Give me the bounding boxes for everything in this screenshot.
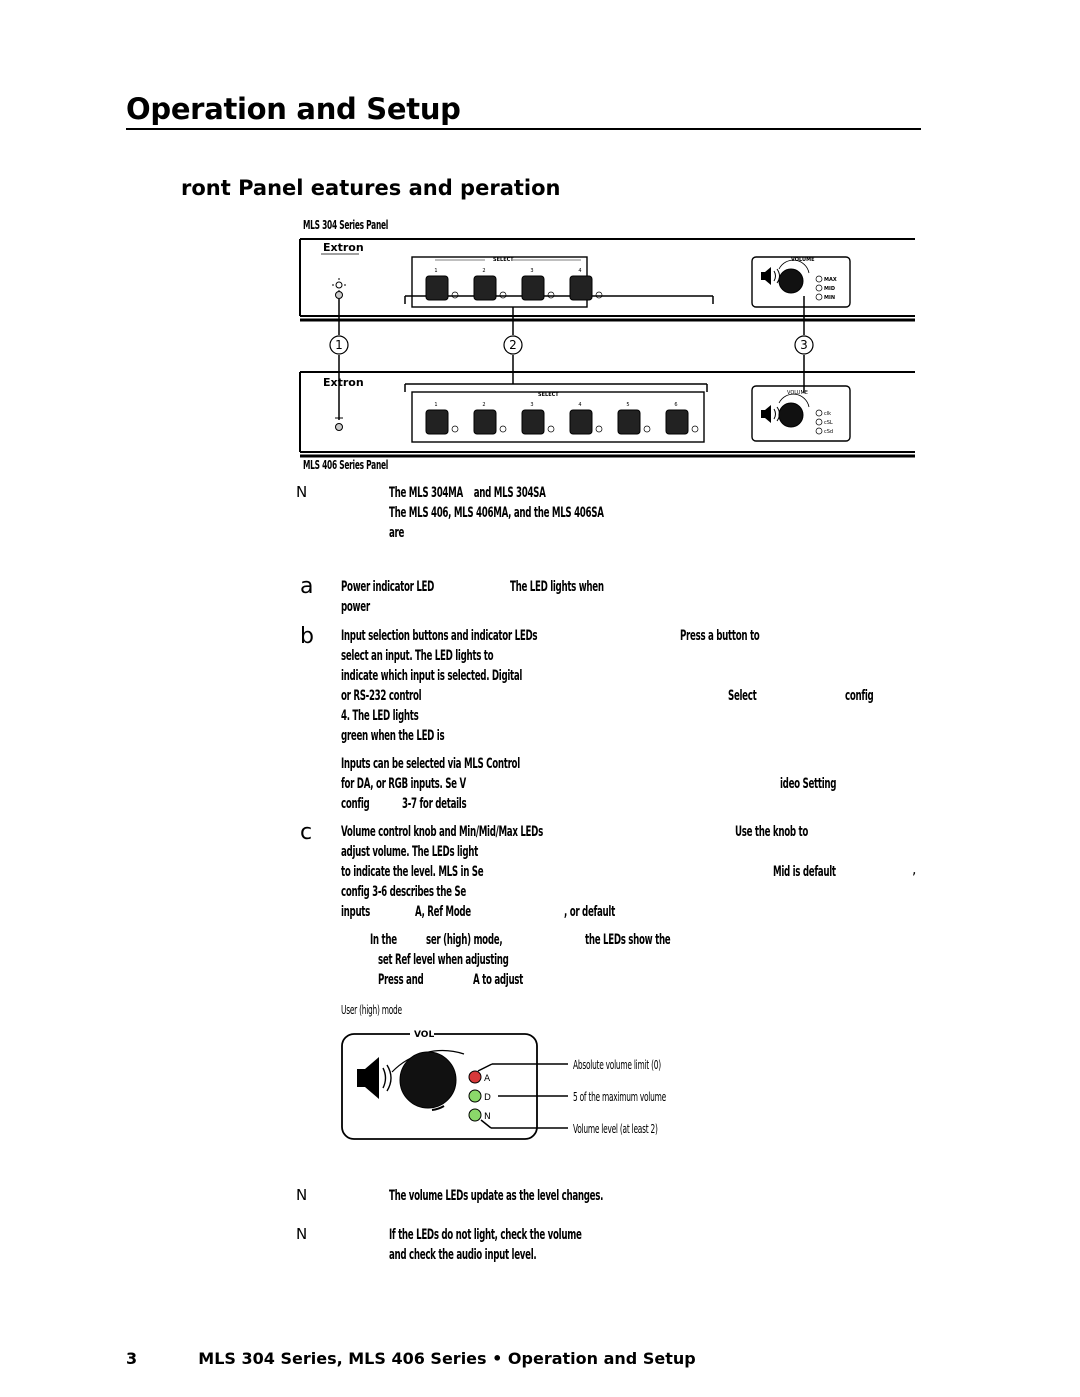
- led-label-max: MAX: [824, 277, 837, 283]
- detail-caption: User (high) mode: [341, 1003, 402, 1017]
- mls304-panel: [300, 239, 915, 320]
- note2-text: The volume LEDs update as the level changes.: [389, 1188, 604, 1204]
- input-button-number: 6: [674, 402, 678, 408]
- item-b-line8-right: ideo Setting: [780, 776, 837, 792]
- led-max: [469, 1071, 491, 1084]
- item-c-line2: adjust volume. The LEDs light: [341, 844, 478, 860]
- input-led-3: [548, 426, 554, 432]
- indent-note-line2: set Ref level when adjusting: [378, 952, 509, 968]
- item-c-line3: to indicate the level. MLS in Se: [341, 864, 484, 880]
- item-b-line5: 4. The LED lights: [341, 708, 419, 724]
- footer-page-number: 3: [126, 1349, 138, 1368]
- title-rule: [126, 128, 921, 130]
- indent-note-line3a: Press and: [378, 972, 424, 988]
- speaker-icon: [357, 1057, 391, 1099]
- input-button-4[interactable]: [570, 276, 592, 300]
- item-b-line3: indicate which input is selected. Digital: [341, 668, 523, 684]
- note1-line3: are: [389, 525, 405, 541]
- note-marker: N: [296, 483, 308, 501]
- input-button-5[interactable]: [618, 410, 640, 434]
- note1-line1: The MLS 304MA and MLS 304SA: [389, 485, 546, 501]
- item-a-heading: Power indicator LED: [341, 579, 435, 595]
- svg-text:A: A: [484, 1074, 491, 1084]
- svg-text:cSd: cSd: [824, 429, 834, 435]
- note3-line1: If the LEDs do not light, check the volume: [389, 1227, 582, 1243]
- front-panel-figure: [295, 234, 915, 466]
- note2-marker: N: [296, 1186, 308, 1204]
- indent-note-c: the LEDs show the: [585, 932, 671, 948]
- item-c-line5: inputs: [341, 904, 371, 920]
- item-c-comma: ,: [912, 862, 917, 878]
- item-b-line2: select an input. The LED lights to: [341, 648, 494, 664]
- item-a-text: The LED lights when: [510, 579, 604, 595]
- input-button-2[interactable]: [474, 410, 496, 434]
- item-c-line4: config 3-6 describes the Se: [341, 884, 466, 900]
- note1-line2: The MLS 406, MLS 406MA, and the MLS 406SA: [389, 505, 604, 521]
- input-button-number: 3: [530, 402, 534, 408]
- item-b-line8: for DA, or RGB inputs. Se V: [341, 776, 466, 792]
- item-b-line7: Inputs can be selected via MLS Control: [341, 756, 520, 772]
- power-icon-406: [335, 412, 343, 431]
- item-c-line3-right: Mid is default: [773, 864, 836, 880]
- svg-text:3: 3: [800, 338, 808, 352]
- item-b-line9b: 3-7 for details: [402, 796, 467, 812]
- input-button-number: 1: [434, 268, 438, 274]
- input-button-2[interactable]: [474, 276, 496, 300]
- svg-text:1: 1: [335, 338, 343, 352]
- annotation-mid: 5 of the maximum volume: [573, 1090, 666, 1104]
- item-b-line9: config: [341, 796, 370, 812]
- item-b-heading: Input selection buttons and indicator LEDs: [341, 628, 538, 644]
- input-button-3[interactable]: [522, 410, 544, 434]
- svg-text:SELECT: SELECT: [538, 392, 559, 398]
- note3-marker: N: [296, 1225, 308, 1243]
- figure-caption-top: MLS 304 Series Panel: [303, 218, 389, 232]
- input-led-6: [692, 426, 698, 432]
- input-button-3[interactable]: [522, 276, 544, 300]
- svg-text:D: D: [484, 1093, 491, 1103]
- footer: [126, 1349, 696, 1368]
- item-b-line4-right: Select: [728, 688, 757, 704]
- annotation-max: Absolute volume limit (0): [573, 1058, 661, 1072]
- note3-line2: and check the audio input level.: [389, 1247, 537, 1263]
- item-b-line4-far: config: [845, 688, 874, 704]
- input-led-2: [500, 292, 506, 298]
- input-led-3: [548, 292, 554, 298]
- input-button-number: 1: [434, 402, 438, 408]
- input-led-1: [452, 292, 458, 298]
- mls406-panel: [300, 372, 915, 456]
- callout-2: [504, 336, 522, 354]
- input-led-1: [452, 426, 458, 432]
- volume-label: VOLUME: [791, 257, 815, 263]
- section-title: ront Panel eatures and peration: [181, 176, 561, 200]
- input-led-2: [500, 426, 506, 432]
- input-button-number: 2: [482, 402, 486, 408]
- input-button-6[interactable]: [666, 410, 688, 434]
- input-button-4[interactable]: [570, 410, 592, 434]
- svg-text:Extron: Extron: [323, 376, 364, 389]
- input-button-number: 3: [530, 268, 534, 274]
- led-label-mid: MID: [824, 286, 835, 292]
- callout-1: [330, 336, 348, 354]
- indent-note-a: In the: [370, 932, 397, 948]
- svg-text:cSL: cSL: [824, 420, 833, 426]
- item-c-line5c: , or default: [564, 904, 615, 920]
- item-b-line6: green when the LED is: [341, 728, 445, 744]
- item-c-heading: Volume control knob and Min/Mid/Max LEDs: [341, 824, 543, 840]
- callout-3: [795, 336, 813, 354]
- led-min: [469, 1109, 491, 1122]
- indent-note-b: ser (high) mode,: [426, 932, 503, 948]
- input-button-number: 4: [578, 268, 582, 274]
- item-c-text: Use the knob to: [735, 824, 808, 840]
- svg-text:clk: clk: [824, 411, 832, 417]
- indent-note-line3b: A to adjust: [473, 972, 524, 988]
- input-led-4: [596, 426, 602, 432]
- led-mid: [469, 1090, 491, 1103]
- footer-title: MLS 304 Series, MLS 406 Series • Operation and Setup: [198, 1349, 696, 1368]
- input-button-1[interactable]: [426, 276, 448, 300]
- item-letter-c: c: [300, 820, 313, 845]
- svg-text:N: N: [484, 1112, 491, 1122]
- input-button-number: 2: [482, 268, 486, 274]
- item-b-line4: or RS-232 control: [341, 688, 422, 704]
- item-a-text2: power: [341, 599, 370, 615]
- svg-text:VOLUME: VOLUME: [787, 390, 808, 396]
- annotation-min: Volume level (at least 2): [573, 1122, 658, 1136]
- input-led-4: [596, 292, 602, 298]
- item-c-line5b: A, Ref Mode: [415, 904, 471, 920]
- brand-logo: Extron: [323, 241, 364, 254]
- item-letter-a: a: [300, 574, 314, 599]
- input-led-5: [644, 426, 650, 432]
- page-title: Operation and Setup: [126, 92, 461, 126]
- svg-text:VOL: VOL: [414, 1030, 435, 1040]
- power-icon: [332, 278, 346, 299]
- input-button-number: 5: [626, 402, 630, 408]
- item-b-text: Press a button to: [680, 628, 760, 644]
- input-button-number: 4: [578, 402, 582, 408]
- select-label: SELECT: [493, 257, 514, 263]
- figure-caption-bottom: MLS 406 Series Panel: [303, 458, 389, 472]
- input-button-1[interactable]: [426, 410, 448, 434]
- svg-text:2: 2: [509, 338, 517, 352]
- item-letter-b: b: [300, 624, 314, 649]
- led-label-min: MIN: [824, 295, 836, 301]
